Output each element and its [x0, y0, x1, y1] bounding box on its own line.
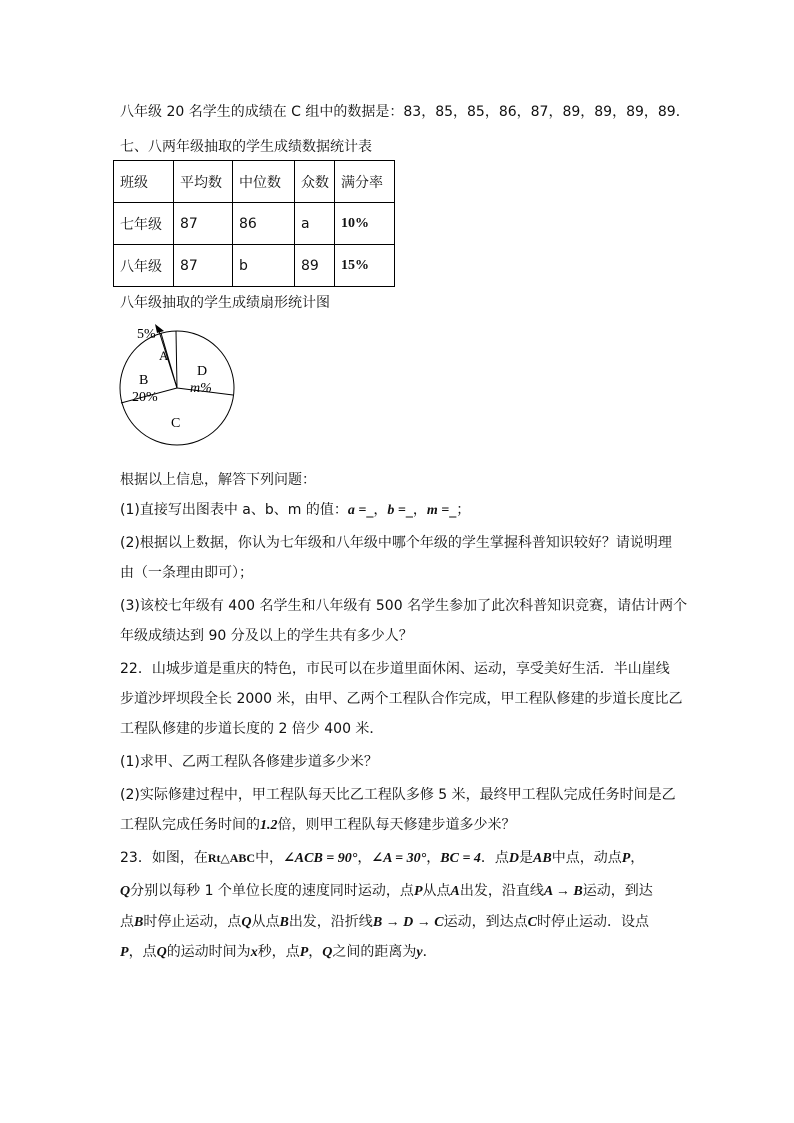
p23-text: 从点 — [422, 883, 451, 899]
path-a-to-b: A → B — [543, 884, 583, 899]
angle-acb: ∠ACB = 90° — [283, 851, 358, 866]
variable-y: y — [416, 945, 423, 960]
header-cell: 中位数 — [233, 161, 295, 203]
point-b: B — [134, 915, 144, 930]
pie-label-b-pct: 20% — [132, 390, 158, 405]
problem-22-line1: 22．山城步道是重庆的特色，市民可以在步道里面休闲、运动，享受美好生活．半山崖线 — [120, 661, 670, 677]
problem-23-line2 — [120, 881, 653, 902]
question-3-line1: (3)该校七年级有 400 名学生和八年级有 500 名学生参加了此次科普知识竞赛，请估计两个 — [120, 598, 688, 614]
problem-22-question-1: (1)求甲、乙两工程队各修建步道多少米？ — [120, 754, 378, 770]
factor-value: 1.2 — [260, 818, 278, 833]
q1-b-eq: b = — [387, 503, 406, 518]
table-cell: 15% — [335, 245, 395, 287]
pie-arrowhead — [155, 324, 164, 333]
p23-text: ， — [426, 850, 441, 866]
table-title: 七、八两年级抽取的学生成绩数据统计表 — [120, 139, 372, 155]
pie-label-b: B — [139, 373, 149, 388]
p23-text: ． — [422, 944, 437, 960]
problem-23-line3 — [120, 912, 649, 933]
table-cell: 七年级 — [114, 203, 174, 245]
point-q: Q — [322, 945, 333, 960]
problem-23-line4 — [120, 942, 437, 963]
p23-text: 23．如图，在 — [120, 850, 208, 866]
segment-ab: AB — [533, 851, 552, 866]
table-cell: 89 — [295, 245, 335, 287]
table-cell: b — [233, 245, 295, 287]
p23-text: 出发，沿折线 — [288, 914, 373, 930]
question-2-line1: (2)根据以上数据，你认为七年级和八年级中哪个年级的学生掌握科普知识较好？请说明理 — [120, 535, 672, 551]
p23-text: ， — [308, 944, 323, 960]
pie-chart-title: 八年级抽取的学生成绩扇形统计图 — [120, 295, 330, 311]
pie-label-d-pct: m% — [190, 381, 212, 396]
question-2-line2: 由（一条理由即可）； — [120, 565, 253, 581]
q1-blank: _； — [449, 502, 471, 518]
q1-prefix: (1)直接写出图表中 a、b、m 的值： — [120, 502, 348, 518]
p22-q2-text: 倍，则甲工程队每天修建步道多少米？ — [277, 817, 516, 833]
p23-text: ，点 — [128, 944, 157, 960]
header-cell: 班级 — [114, 161, 174, 203]
p23-text: 分别以每秒 1 个单位长度的速度同时运动，点 — [130, 883, 414, 899]
p23-text: 时停止运动，点 — [143, 914, 242, 930]
p23-text: 中点，动点 — [551, 850, 622, 866]
p22-q2-text: 工程队完成任务时间的 — [120, 817, 260, 833]
pie-label-a: A — [159, 348, 169, 363]
header-cell: 众数 — [295, 161, 335, 203]
q1-blank: _， — [366, 502, 388, 518]
header-cell: 平均数 — [174, 161, 233, 203]
table-cell: 87 — [174, 245, 233, 287]
p23-text: 运动，到达点 — [443, 914, 528, 930]
table-cell: 10% — [335, 203, 395, 245]
pie-label-c: C — [171, 416, 181, 431]
p23-text: 秒，点 — [257, 944, 300, 960]
q1-blank: _， — [405, 502, 427, 518]
question-1 — [120, 500, 470, 521]
q1-m-eq: m = — [426, 503, 450, 518]
question-3-line2: 年级成绩达到 90 分及以上的学生共有多少人？ — [120, 628, 413, 644]
problem-23-line1 — [120, 848, 644, 869]
header-cell: 满分率 — [335, 161, 395, 203]
pie-label-5pct: 5% — [137, 327, 156, 342]
stats-table — [113, 160, 395, 287]
instructions-intro: 根据以上信息，解答下列问题： — [120, 472, 316, 488]
p23-text: 中， — [255, 850, 284, 866]
point-p: P — [413, 884, 423, 899]
table-row — [114, 245, 395, 287]
p23-text: 是 — [519, 850, 534, 866]
table-row — [114, 203, 395, 245]
variable-x: x — [250, 945, 258, 960]
p23-text: 点 — [120, 914, 134, 930]
bc-length: BC = 4 — [440, 851, 481, 866]
table-cell: 87 — [174, 203, 233, 245]
table-header-row — [114, 161, 395, 203]
point-p: P — [120, 945, 129, 960]
point-q: Q — [156, 945, 167, 960]
p23-text: ．点 — [480, 850, 509, 866]
pie-label-d: D — [197, 364, 208, 379]
problem-22-line3: 工程队修建的步道长度的 2 倍少 400 米． — [120, 721, 384, 737]
path-b-d-c: B → D → C — [372, 915, 444, 930]
p23-text: 的运动时间为 — [166, 944, 251, 960]
c-group-data-line: 八年级 20 名学生的成绩在 C 组中的数据是：83，85，85，86，87，89，89，89，89． — [120, 104, 690, 120]
point-a: A — [450, 884, 460, 899]
p23-text: 时停止运动．设点 — [536, 914, 649, 930]
p23-text: ， — [357, 850, 372, 866]
angle-a: ∠A = 30° — [371, 851, 427, 866]
pie-chart — [115, 320, 245, 460]
problem-22-question-2-line2 — [120, 815, 516, 836]
point-d: D — [508, 851, 520, 866]
point-q: Q — [241, 915, 252, 930]
point-p: P — [621, 851, 631, 866]
p23-text: 之间的距离为 — [332, 944, 417, 960]
point-c: C — [527, 915, 537, 930]
point-q: Q — [120, 884, 131, 899]
table-cell: 86 — [233, 203, 295, 245]
table-cell: 八年级 — [114, 245, 174, 287]
point-p: P — [299, 945, 309, 960]
q1-a-eq: a = — [347, 503, 367, 518]
problem-22-line2: 步道沙坪坝段全长 2000 米，由甲、乙两个工程队合作完成，甲工程队修建的步道长度比乙 — [120, 691, 683, 707]
p23-text: 出发，沿直线 — [459, 883, 544, 899]
problem-22-question-2-line1: (2)实际修建过程中，甲工程队每天比乙工程队多修 5 米，最终甲工程队完成任务时间是乙 — [120, 787, 676, 803]
p23-text: ， — [630, 850, 645, 866]
rt-triangle: Rt△ABC — [207, 851, 256, 865]
p23-text: 运动，到达 — [582, 883, 653, 899]
point-b: B — [279, 915, 289, 930]
table-cell: a — [295, 203, 335, 245]
pie-divider-d — [176, 331, 177, 388]
p23-text: 从点 — [251, 914, 280, 930]
